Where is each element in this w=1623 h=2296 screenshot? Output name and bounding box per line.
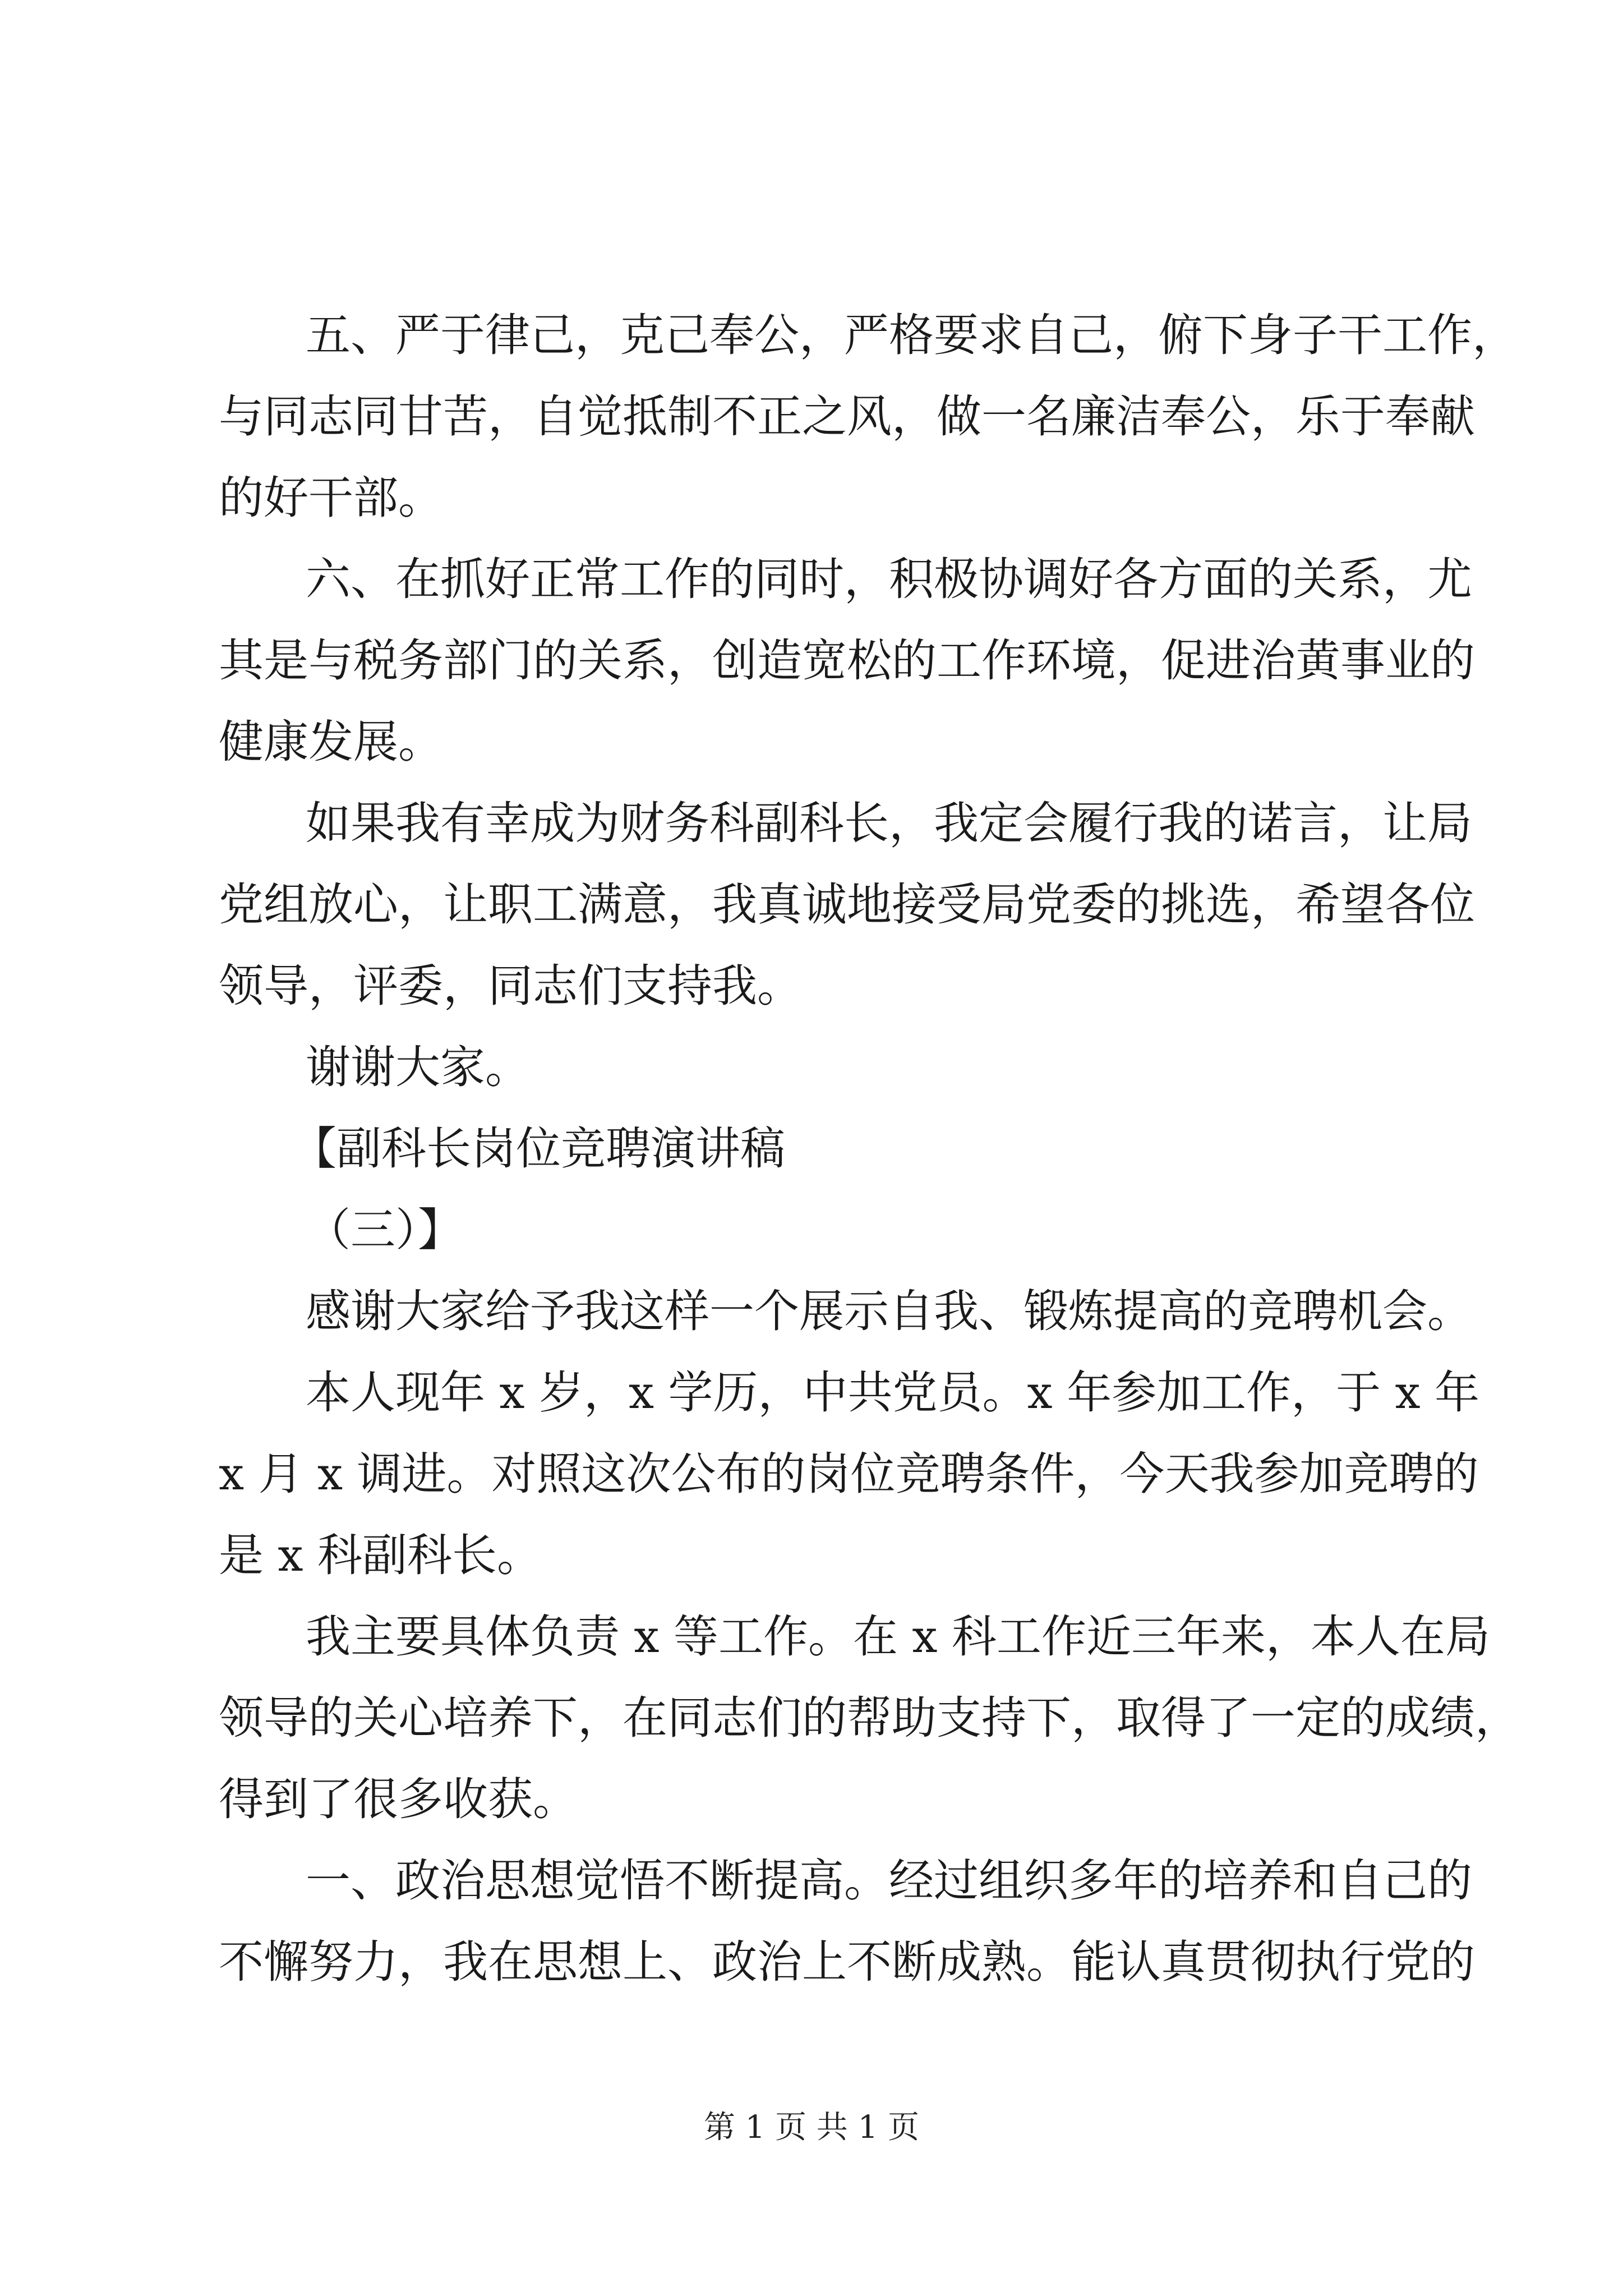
paragraph-line: 谢谢大家。 xyxy=(306,1041,530,1093)
paragraph-line: 不懈努力，我在思想上、政治上不断成熟。能认真贯彻执行党的 xyxy=(219,1936,1475,1988)
paragraph-line: x 月 x 调进。对照这次公布的岗位竞聘条件，今天我参加竞聘的 xyxy=(219,1448,1479,1500)
paragraph-line: 感谢大家给予我这样一个展示自我、锻炼提高的竞聘机会。 xyxy=(306,1285,1472,1337)
paragraph-line: 健康发展。 xyxy=(219,716,443,768)
paragraph-line: 与同志同甘苦，自觉抵制不正之风，做一名廉洁奉公，乐于奉献 xyxy=(219,390,1475,443)
paragraph-line: 的好干部。 xyxy=(219,472,443,524)
section-heading-sub: （三）】 xyxy=(306,1204,463,1256)
paragraph-line: 一、政治思想觉悟不断提高。经过组织多年的培养和自己的 xyxy=(306,1855,1472,1907)
paragraph-line: 其是与税务部门的关系，创造宽松的工作环境，促进治黄事业的 xyxy=(219,634,1475,687)
paragraph-line: 六、在抓好正常工作的同时，积极协调好各方面的关系，尤 xyxy=(306,553,1472,605)
paragraph-line: 本人现年 x 岁，x 学历，中共党员。x 年参加工作，于 x 年 xyxy=(306,1366,1480,1419)
paragraph-line: 领导，评委，同志们支持我。 xyxy=(219,960,802,1012)
section-heading: 【副科长岗位竞聘演讲稿 xyxy=(292,1122,785,1175)
paragraph-line: 是 x 科副科长。 xyxy=(219,1529,542,1581)
paragraph-line: 领导的关心培养下，在同志们的帮助支持下，取得了一定的成绩， xyxy=(219,1692,1520,1744)
paragraph-line: 得到了很多收获。 xyxy=(219,1773,578,1825)
paragraph-line: 我主要具体负责 x 等工作。在 x 科工作近三年来，本人在局 xyxy=(306,1611,1490,1663)
paragraph-line: 如果我有幸成为财务科副科长，我定会履行我的诺言，让局 xyxy=(306,797,1472,849)
page-footer: 第 1 页 共 1 页 xyxy=(703,2109,920,2146)
paragraph-line: 党组放心，让职工满意，我真诚地接受局党委的挑选，希望各位 xyxy=(219,878,1475,931)
paragraph-line: 五、严于律己，克己奉公，严格要求自己，俯下身子干工作， xyxy=(306,309,1517,361)
